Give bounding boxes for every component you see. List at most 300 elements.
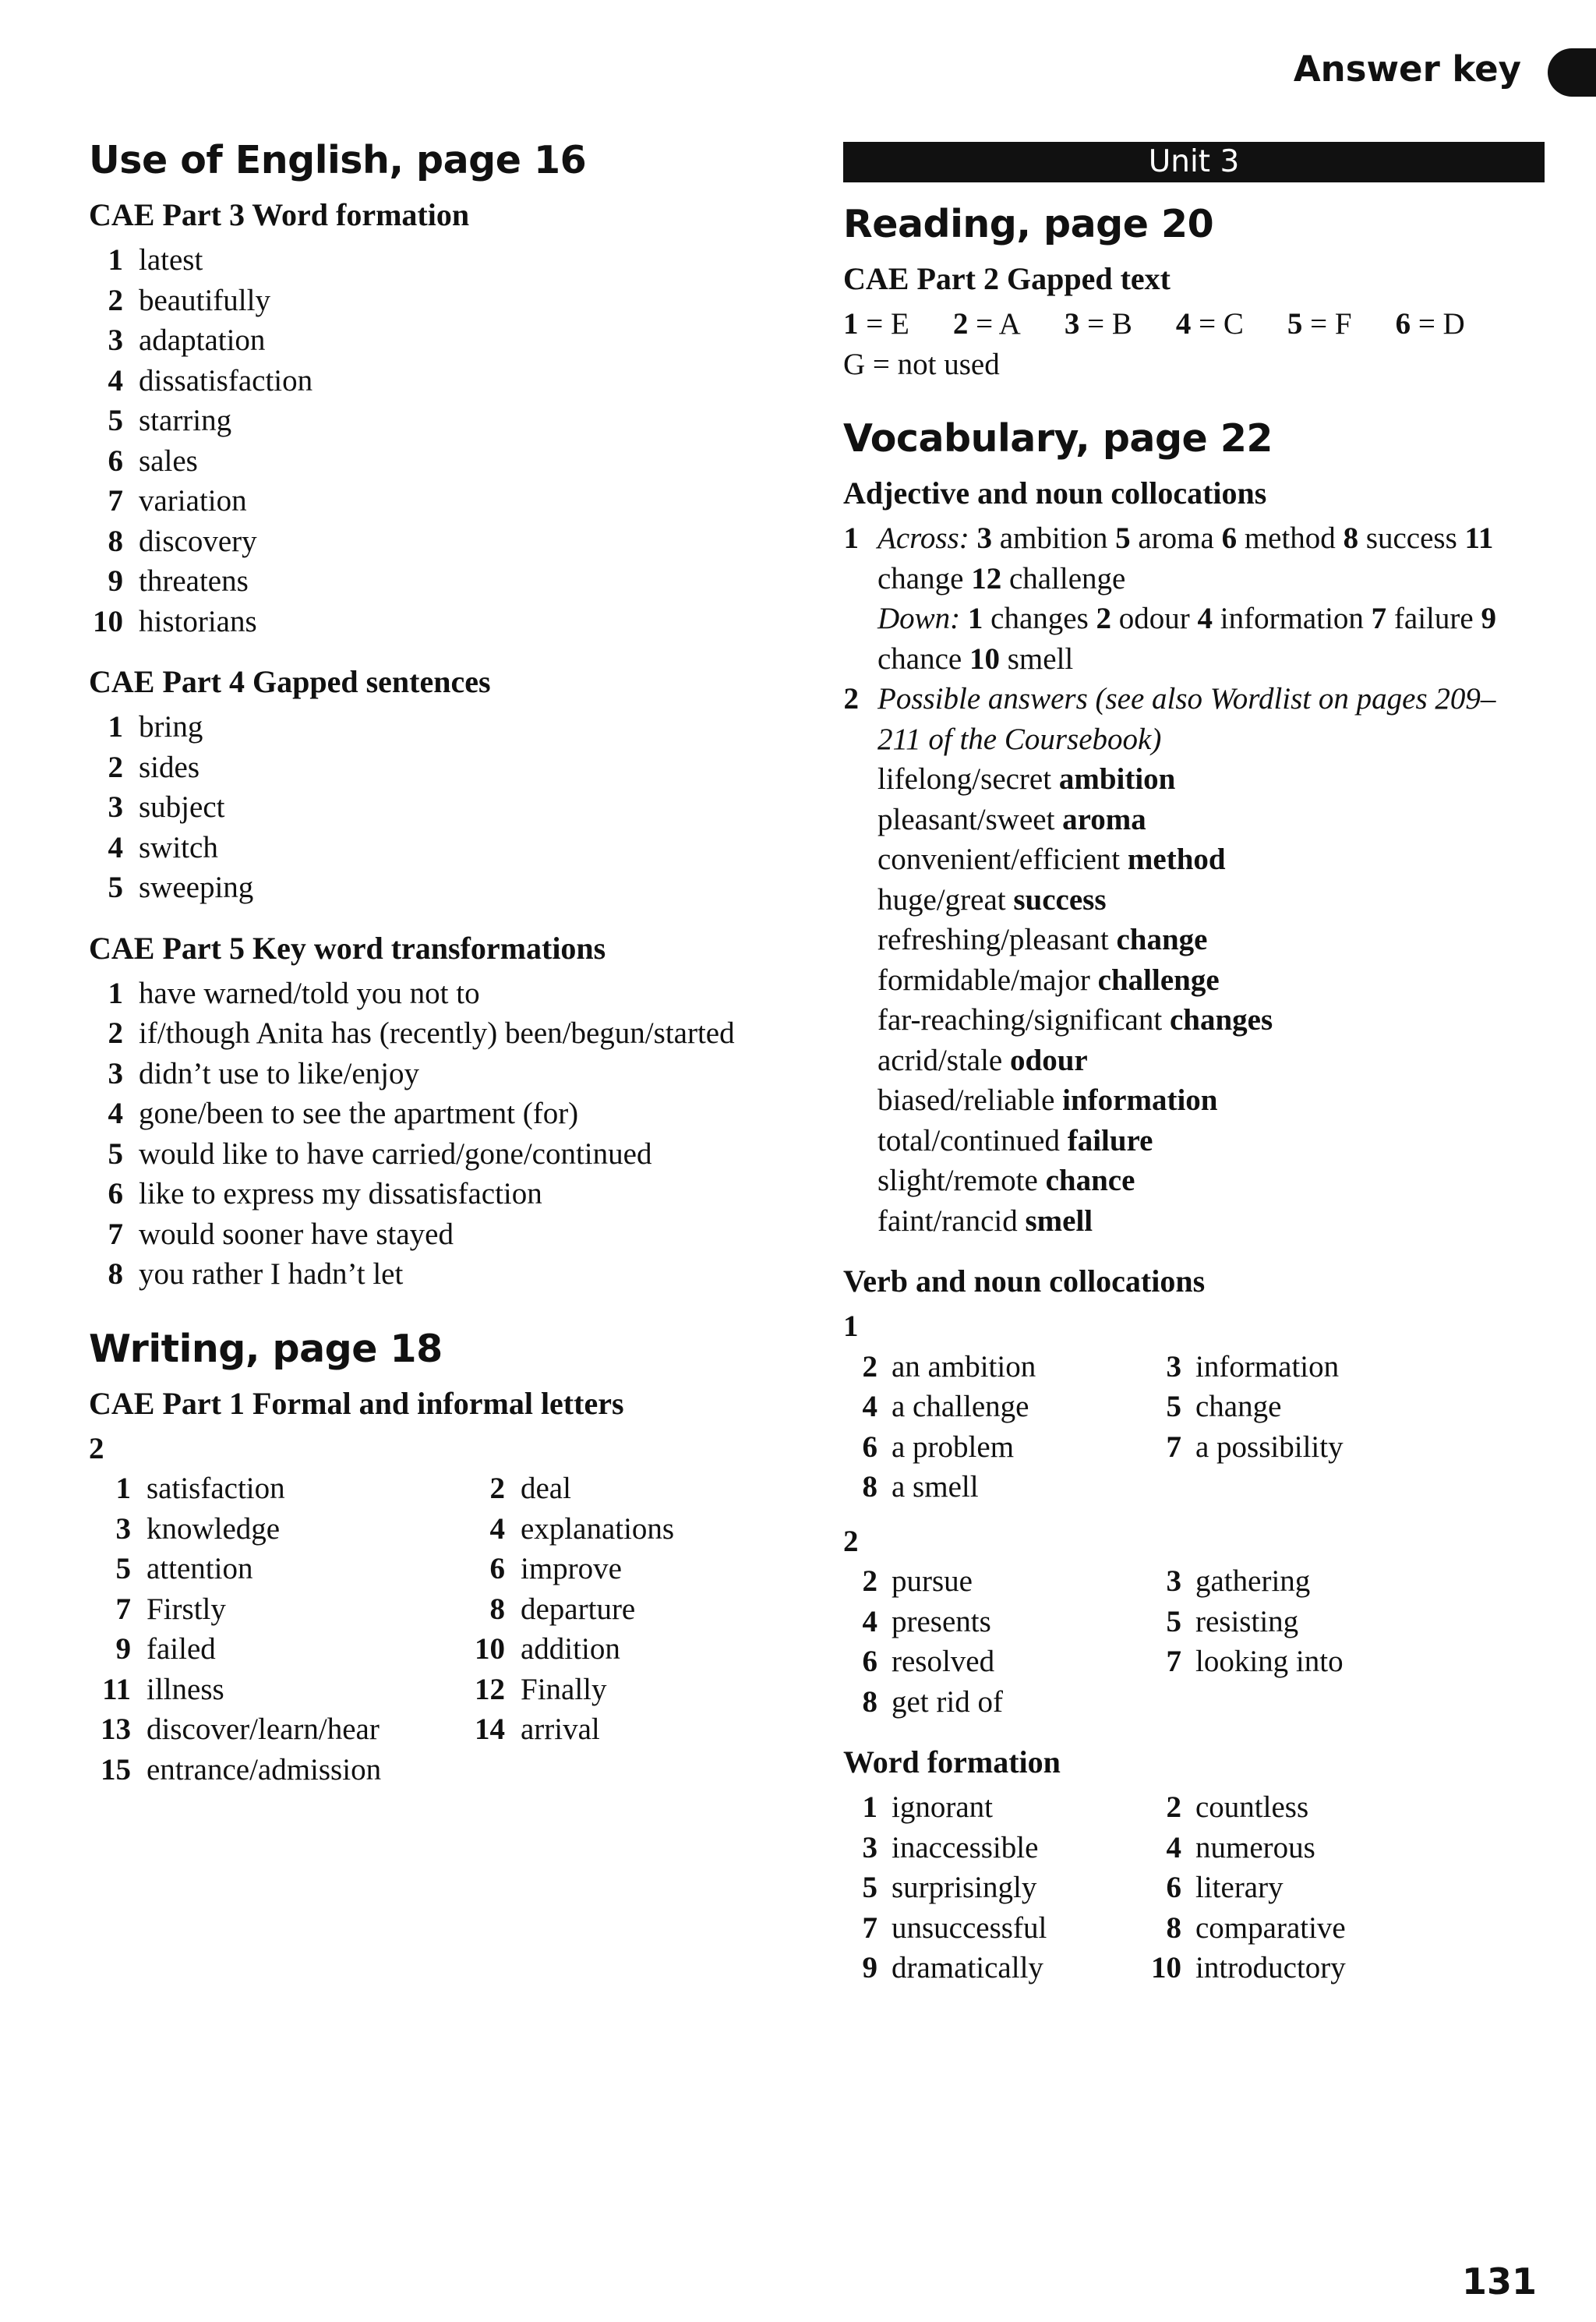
answer-number: 12 xyxy=(971,561,1002,596)
item-number: 14 xyxy=(475,1712,505,1746)
item-number: 3 xyxy=(862,1830,877,1864)
item-text: surprisingly xyxy=(892,1871,1037,1904)
collocation-noun: smell xyxy=(1025,1203,1093,1238)
item-number: 5 xyxy=(108,871,123,904)
item-number: 1 xyxy=(108,243,123,277)
list-item xyxy=(89,974,790,1014)
answer-number: 7 xyxy=(1371,602,1387,635)
collocation-noun: information xyxy=(1062,1083,1218,1117)
item-number: 4 xyxy=(108,363,123,398)
item-number: 1 xyxy=(862,1790,877,1824)
answer-letter: = D xyxy=(1411,307,1465,341)
subheading-word-formation: Word formation xyxy=(843,1744,1061,1779)
list-item xyxy=(1147,1561,1451,1602)
reading-answer xyxy=(1396,304,1465,345)
item-text: gone/been to see the apartment (for) xyxy=(139,1097,579,1130)
item-text: attention xyxy=(147,1552,253,1585)
item-text: threatens xyxy=(139,564,249,598)
collocation-item xyxy=(877,920,1545,960)
list-item xyxy=(1147,1602,1451,1642)
item-text: would sooner have stayed xyxy=(139,1217,454,1251)
answer-number: 1 xyxy=(967,602,983,635)
item-text: beautifully xyxy=(139,283,270,317)
item-number: 8 xyxy=(489,1592,505,1626)
adj-noun-q1 xyxy=(843,518,1545,679)
down-label: Down: xyxy=(877,602,961,635)
item-number: 9 xyxy=(108,564,123,598)
item-number: 2 xyxy=(1166,1790,1181,1824)
list-item xyxy=(471,1589,775,1630)
across-label: Across: xyxy=(877,521,969,555)
collocation-noun: odour xyxy=(1010,1043,1088,1077)
answer-word: challenge xyxy=(1001,561,1126,596)
item-number: 9 xyxy=(115,1632,131,1666)
collocation-adjectives: acrid/stale xyxy=(877,1043,1010,1077)
list-item xyxy=(97,1468,471,1509)
item-text: introductory xyxy=(1195,1951,1346,1984)
list-item xyxy=(1147,1948,1451,1988)
item-text: sides xyxy=(139,750,200,784)
answer-number: 4 xyxy=(1175,307,1192,341)
item-text: gathering xyxy=(1195,1564,1311,1598)
list-item xyxy=(89,828,790,868)
list-item xyxy=(1147,1387,1451,1427)
list-part4 xyxy=(89,707,790,908)
list-item xyxy=(471,1468,775,1509)
subheading-part4: CAE Part 4 Gapped sentences xyxy=(89,664,491,699)
answer-number: 6 xyxy=(1221,521,1238,555)
list-item xyxy=(89,1094,790,1134)
list-item xyxy=(1147,1787,1451,1828)
list-part3 xyxy=(89,240,790,641)
unit-banner: Unit 3 xyxy=(843,142,1545,182)
collocation-adjectives: pleasant/sweet xyxy=(877,802,1063,836)
list-item xyxy=(843,1948,1147,1988)
item-text: information xyxy=(1195,1349,1340,1384)
list-item xyxy=(89,481,790,521)
collocation-item xyxy=(877,1041,1545,1081)
list-item xyxy=(89,240,790,281)
item-number: 5 xyxy=(108,1136,123,1171)
item-text: explanations xyxy=(521,1511,675,1546)
collocation-noun: changes xyxy=(1169,1003,1273,1037)
answer-number: 9 xyxy=(1481,602,1496,635)
grid-word-formation xyxy=(843,1787,1545,1988)
item-text: a possibility xyxy=(1195,1430,1344,1464)
list-item xyxy=(471,1709,775,1750)
item-number: 13 xyxy=(101,1712,131,1746)
item-text: you rather I hadn’t let xyxy=(139,1257,404,1291)
item-number: 4 xyxy=(862,1390,877,1423)
item-number: 2 xyxy=(108,750,123,784)
list-item xyxy=(1147,1642,1451,1682)
item-text: deal xyxy=(521,1472,571,1505)
item-number: 2 xyxy=(862,1349,877,1384)
running-title: Answer key xyxy=(1293,48,1521,90)
item-number: 10 xyxy=(475,1632,505,1666)
collocation-item xyxy=(877,839,1545,880)
collocation-adjectives: formidable/major xyxy=(877,963,1098,997)
q1-body xyxy=(877,518,1545,679)
collocation-item xyxy=(877,960,1545,1001)
item-text: addition xyxy=(521,1632,620,1666)
subheading-writing-part1: CAE Part 1 Formal and informal letters xyxy=(89,1385,624,1421)
list-item xyxy=(1147,1908,1451,1949)
section-title-use-of-english: Use of English, page 16 xyxy=(89,138,587,182)
item-number: 6 xyxy=(1166,1871,1181,1904)
item-number: 6 xyxy=(108,1177,123,1210)
grid-verb-noun-1 xyxy=(843,1347,1545,1507)
item-text: would like to have carried/gone/continued xyxy=(139,1136,652,1171)
collocation-noun: change xyxy=(1116,923,1208,956)
item-text: starring xyxy=(139,404,232,437)
list-item xyxy=(1147,1868,1451,1908)
item-number: 6 xyxy=(862,1430,877,1464)
collocation-adjectives: lifelong/secret xyxy=(877,762,1059,796)
reading-answer xyxy=(1176,304,1244,345)
item-text: a challenge xyxy=(892,1390,1029,1423)
answer-number: 10 xyxy=(969,641,1000,676)
collocation-adjectives: refreshing/pleasant xyxy=(877,923,1117,956)
item-text: countless xyxy=(1195,1790,1309,1824)
subheading-adj-noun: Adjective and noun collocations xyxy=(843,475,1267,511)
item-text: illness xyxy=(147,1672,224,1706)
item-number: 2 xyxy=(862,1564,877,1598)
item-text: latest xyxy=(139,243,203,277)
collocation-adjectives: convenient/efficient xyxy=(877,843,1128,876)
list-item xyxy=(843,1828,1147,1868)
item-text: adaptation xyxy=(139,323,266,357)
answer-word: aroma xyxy=(1130,521,1222,555)
list-item xyxy=(97,1509,471,1550)
item-number: 4 xyxy=(108,1097,123,1130)
section-title-vocabulary: Vocabulary, page 22 xyxy=(843,416,1273,461)
grid-verb-noun-2 xyxy=(843,1561,1545,1722)
item-number: 8 xyxy=(862,1470,877,1504)
answer-word: method xyxy=(1237,521,1344,555)
item-text: entrance/admission xyxy=(147,1752,382,1787)
list-item xyxy=(89,521,790,562)
item-number: 8 xyxy=(108,524,123,558)
item-number: 5 xyxy=(862,1871,877,1904)
item-number: 7 xyxy=(1166,1645,1181,1678)
collocation-noun: success xyxy=(1013,882,1107,917)
answer-number: 5 xyxy=(1115,521,1131,555)
answer-letter: = C xyxy=(1191,307,1244,341)
item-text: Finally xyxy=(521,1672,607,1706)
list-item xyxy=(471,1629,775,1670)
item-number: 3 xyxy=(115,1511,131,1546)
item-number: 8 xyxy=(108,1257,123,1291)
answer-word: information xyxy=(1213,602,1372,635)
item-number: 3 xyxy=(1166,1564,1181,1598)
answer-word: success xyxy=(1358,521,1465,555)
list-item xyxy=(89,1254,790,1295)
answer-word: chance xyxy=(877,641,969,676)
item-number: 4 xyxy=(489,1511,505,1546)
item-number: 11 xyxy=(102,1672,131,1706)
collocation-adjectives: huge/great xyxy=(877,882,1014,917)
item-text: have warned/told you not to xyxy=(139,976,480,1010)
item-text: resolved xyxy=(892,1645,995,1678)
section-title-writing: Writing, page 18 xyxy=(89,1326,443,1371)
list-item xyxy=(89,561,790,602)
item-text: arrival xyxy=(521,1712,600,1746)
item-text: improve xyxy=(521,1552,622,1585)
reading-answer xyxy=(953,304,1021,345)
collocation-item xyxy=(877,880,1545,921)
list-item xyxy=(89,1054,790,1094)
item-number: 1 xyxy=(115,1472,131,1505)
collocation-item xyxy=(877,800,1545,840)
answer-number: 4 xyxy=(1197,602,1213,635)
reading-answer-row xyxy=(843,304,1545,345)
list-item xyxy=(97,1670,471,1710)
list-item xyxy=(843,1787,1147,1828)
item-text: Firstly xyxy=(147,1592,226,1626)
item-number: 1 xyxy=(108,710,123,744)
item-number: 9 xyxy=(862,1951,877,1984)
subheading-reading: CAE Part 2 Gapped text xyxy=(843,261,1171,296)
collocation-item xyxy=(877,1000,1545,1041)
item-number: 4 xyxy=(862,1604,877,1638)
item-text: resisting xyxy=(1195,1604,1299,1638)
reading-unused: G = not used xyxy=(843,347,1000,381)
list-item xyxy=(471,1549,775,1589)
list-item xyxy=(1147,1828,1451,1868)
item-text: knowledge xyxy=(147,1511,281,1546)
q2-note-line1: Possible answers (see also Wordlist on pages 209– xyxy=(877,682,1496,716)
item-text: didn’t use to like/enjoy xyxy=(139,1056,419,1090)
thumb-tab-marker xyxy=(1548,48,1596,97)
list-item xyxy=(89,707,790,747)
item-text: get rid of xyxy=(892,1684,1003,1719)
q2-number: 2 xyxy=(843,682,859,716)
q2-note-line2: 211 of the Coursebook) xyxy=(877,722,1162,756)
verb-noun-group2-label: 2 xyxy=(843,1524,859,1558)
item-text: discovery xyxy=(139,524,257,558)
adj-noun-q2 xyxy=(843,679,1545,759)
item-number: 4 xyxy=(1166,1830,1181,1864)
across-answers xyxy=(877,521,1493,596)
collocation-item xyxy=(877,1121,1545,1161)
item-number: 2 xyxy=(108,283,123,317)
list-item xyxy=(843,1642,1147,1682)
left-column xyxy=(89,133,790,1790)
answer-word: odour xyxy=(1111,602,1198,635)
item-text: an ambition xyxy=(892,1349,1036,1384)
list-item xyxy=(89,868,790,908)
collocation-item xyxy=(877,1080,1545,1121)
item-text: like to express my dissatisfaction xyxy=(139,1177,542,1210)
answer-number: 6 xyxy=(1395,307,1411,341)
collocation-noun: ambition xyxy=(1058,762,1176,796)
item-number: 6 xyxy=(108,444,123,478)
answer-word: ambition xyxy=(991,521,1116,555)
list-item xyxy=(471,1509,775,1550)
answer-letter: = E xyxy=(858,307,909,341)
page-number: 131 xyxy=(1461,2260,1537,2303)
item-text: literary xyxy=(1195,1871,1284,1904)
answer-number: 11 xyxy=(1464,521,1494,555)
right-column xyxy=(843,142,1545,1988)
collocation-item xyxy=(877,1201,1545,1242)
subheading-part3: CAE Part 3 Word formation xyxy=(89,197,470,232)
list-item xyxy=(843,1561,1147,1602)
list-item xyxy=(1147,1427,1451,1468)
item-text: discover/learn/hear xyxy=(147,1712,380,1746)
item-text: if/though Anita has (recently) been/begun/started xyxy=(139,1016,735,1050)
list-item xyxy=(843,1427,1147,1468)
item-number: 10 xyxy=(93,604,123,638)
list-item xyxy=(89,281,790,321)
collocation-noun: challenge xyxy=(1097,963,1220,997)
collocation-adjectives: total/continued xyxy=(877,1123,1068,1157)
list-item xyxy=(1147,1347,1451,1387)
list-item xyxy=(843,1682,1147,1723)
item-text: comparative xyxy=(1195,1910,1346,1945)
collocation-noun: chance xyxy=(1045,1164,1135,1197)
answer-number: 3 xyxy=(1064,307,1080,341)
answer-letter: = F xyxy=(1302,307,1352,341)
item-text: satisfaction xyxy=(147,1472,285,1505)
collocation-item xyxy=(877,1161,1545,1201)
collocation-list xyxy=(843,759,1545,1241)
item-text: switch xyxy=(139,830,218,864)
item-text: presents xyxy=(892,1604,991,1638)
item-number: 7 xyxy=(862,1910,877,1945)
list-part5 xyxy=(89,974,790,1295)
item-text: bring xyxy=(139,710,203,744)
collocation-noun: failure xyxy=(1067,1123,1153,1157)
collocation-adjectives: far-reaching/significant xyxy=(877,1003,1170,1037)
list-item xyxy=(89,1134,790,1175)
item-number: 7 xyxy=(1166,1430,1181,1464)
item-text: pursue xyxy=(892,1564,973,1598)
reading-answer xyxy=(1287,304,1352,345)
list-item xyxy=(89,320,790,361)
item-text: inaccessible xyxy=(892,1830,1039,1864)
list-item xyxy=(843,1387,1147,1427)
list-item xyxy=(843,1347,1147,1387)
answer-word: smell xyxy=(1000,641,1074,676)
item-text: historians xyxy=(139,604,257,638)
item-number: 6 xyxy=(862,1645,877,1678)
list-item xyxy=(843,1868,1147,1908)
item-number: 2 xyxy=(489,1472,505,1505)
item-number: 7 xyxy=(108,484,123,518)
item-number: 2 xyxy=(108,1016,123,1050)
item-text: departure xyxy=(521,1592,636,1626)
list-item xyxy=(89,441,790,482)
item-number: 12 xyxy=(475,1672,505,1706)
item-number: 3 xyxy=(108,1056,123,1090)
list-item xyxy=(89,401,790,441)
reading-answer xyxy=(843,304,909,345)
item-number: 4 xyxy=(108,830,123,864)
list-item xyxy=(89,1174,790,1214)
item-text: change xyxy=(1195,1390,1282,1423)
item-number: 1 xyxy=(108,976,123,1010)
item-text: unsuccessful xyxy=(892,1910,1047,1945)
subheading-verb-noun: Verb and noun collocations xyxy=(843,1263,1206,1299)
item-number: 5 xyxy=(108,404,123,437)
subheading-part5: CAE Part 5 Key word transformations xyxy=(89,930,606,966)
item-number: 10 xyxy=(1151,1951,1181,1984)
item-text: numerous xyxy=(1195,1830,1315,1864)
item-text: variation xyxy=(139,484,247,518)
collocation-adjectives: faint/rancid xyxy=(877,1203,1026,1238)
list-item xyxy=(97,1709,471,1750)
answer-number: 5 xyxy=(1287,307,1303,341)
item-number: 5 xyxy=(1166,1390,1181,1423)
answer-word: failure xyxy=(1386,602,1481,635)
collocation-adjectives: biased/reliable xyxy=(877,1083,1063,1117)
collocation-adjectives: slight/remote xyxy=(877,1164,1046,1197)
down-answers xyxy=(877,602,1496,676)
answer-word: changes xyxy=(983,602,1096,635)
item-text: sweeping xyxy=(139,871,254,904)
item-text: a smell xyxy=(892,1470,979,1504)
item-text: a problem xyxy=(892,1430,1015,1464)
item-text: failed xyxy=(147,1632,216,1666)
list-item xyxy=(97,1629,471,1670)
answer-number: 2 xyxy=(1096,602,1112,635)
answer-word: change xyxy=(877,561,972,596)
verb-noun-group1-label: 1 xyxy=(843,1309,859,1343)
list-item xyxy=(89,602,790,642)
item-text: ignorant xyxy=(892,1790,993,1824)
item-text: subject xyxy=(139,790,225,824)
grid-writing-part1 xyxy=(89,1468,790,1790)
collocation-item xyxy=(877,759,1545,800)
collocation-noun: aroma xyxy=(1062,802,1146,836)
list-item xyxy=(97,1750,471,1790)
list-item xyxy=(89,1013,790,1054)
reading-answer xyxy=(1065,304,1132,345)
list-item xyxy=(97,1549,471,1589)
item-number: 8 xyxy=(1166,1910,1181,1945)
answer-number: 1 xyxy=(843,307,859,341)
collocation-noun: method xyxy=(1127,843,1226,876)
answer-letter: = A xyxy=(968,307,1021,341)
list-item xyxy=(97,1589,471,1630)
task-number: 2 xyxy=(89,1431,104,1465)
item-number: 5 xyxy=(115,1552,131,1585)
item-number: 6 xyxy=(489,1552,505,1585)
list-item xyxy=(89,1214,790,1255)
list-item xyxy=(89,361,790,401)
list-item xyxy=(843,1908,1147,1949)
answer-letter: = B xyxy=(1079,307,1132,341)
q1-number: 1 xyxy=(843,521,859,555)
answer-number: 3 xyxy=(976,521,992,555)
section-title-reading: Reading, page 20 xyxy=(843,202,1214,246)
item-text: looking into xyxy=(1195,1645,1344,1678)
item-number: 7 xyxy=(115,1592,131,1626)
item-number: 7 xyxy=(108,1217,123,1251)
q2-note xyxy=(877,679,1545,759)
list-item xyxy=(89,747,790,788)
item-text: dramatically xyxy=(892,1951,1043,1984)
item-number: 3 xyxy=(108,790,123,824)
answer-number: 2 xyxy=(952,307,969,341)
item-number: 3 xyxy=(108,323,123,357)
item-text: sales xyxy=(139,444,198,478)
item-number: 8 xyxy=(862,1684,877,1719)
answer-number: 8 xyxy=(1343,521,1359,555)
list-item xyxy=(843,1467,1147,1507)
